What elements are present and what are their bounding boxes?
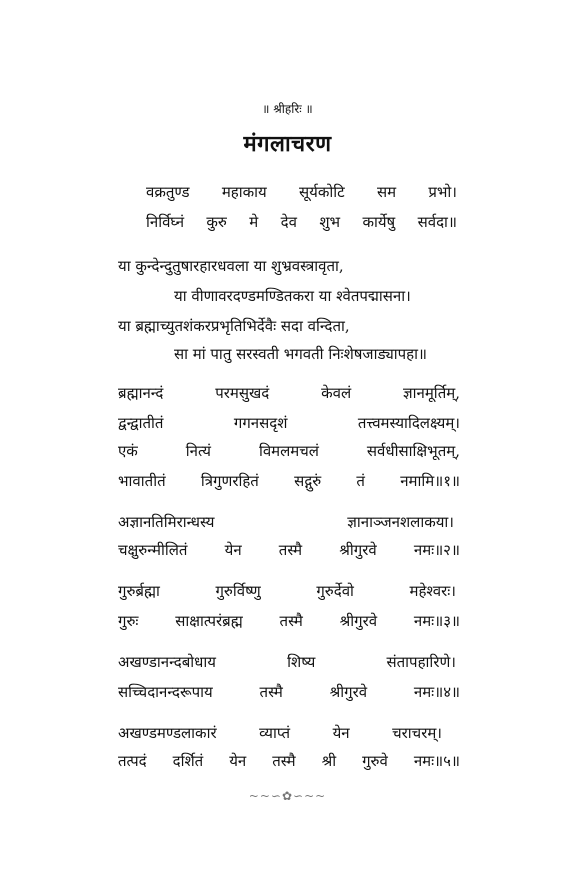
verse-word: तस्मै bbox=[272, 752, 296, 770]
verse-line bbox=[118, 580, 456, 602]
verse-word: निर्विघ्नं bbox=[146, 213, 185, 231]
verse-word: गुरुर्देवो bbox=[316, 582, 354, 600]
verse-word: येन bbox=[332, 724, 350, 742]
verse-word: तस्मै bbox=[279, 612, 303, 630]
verse-line bbox=[118, 470, 460, 492]
verse-word: एकं bbox=[118, 442, 138, 460]
verse-word: श्रीगुरवे bbox=[339, 541, 377, 559]
verse-word: सर्वधीसाक्षिभूतम्, bbox=[366, 442, 460, 460]
verse-line: या वीणावरदण्डमण्डितकरा या श्वेतपद्मासना। bbox=[174, 287, 411, 305]
verse-word: नमः॥३॥ bbox=[413, 612, 460, 630]
verse-line bbox=[118, 610, 460, 632]
verse-word: महाकाय bbox=[221, 183, 267, 201]
verse-word: ज्ञानमूर्तिम्, bbox=[403, 384, 460, 402]
verse-word: तं bbox=[356, 472, 365, 490]
verse-word: चक्षुरुन्मीलितं bbox=[118, 541, 188, 559]
header-invocation: ॥ श्रीहरिः ॥ bbox=[262, 102, 313, 116]
verse-word: शुभ bbox=[319, 213, 341, 231]
verse-line bbox=[118, 681, 460, 703]
verse-word: परमसुखदं bbox=[215, 384, 270, 402]
verse-word: त्रिगुणरहितं bbox=[200, 472, 259, 490]
verse-line: सा मां पातु सरस्वती भगवती निःशेषजाड्यापहा॥ bbox=[174, 345, 427, 363]
verse-word: मे bbox=[249, 213, 259, 231]
verse-word: ब्रह्मानन्दं bbox=[118, 384, 164, 402]
verse-word: ज्ञानाञ्जनशलाकया। bbox=[347, 513, 454, 531]
verse-line bbox=[146, 211, 457, 233]
verse-word: तस्मै bbox=[259, 683, 283, 701]
verse-word: अज्ञानतिमिरान्धस्य bbox=[118, 513, 215, 531]
verse-word: कार्येषु bbox=[362, 213, 396, 231]
verse-word: सूर्यकोटि bbox=[299, 183, 345, 201]
decorative-ornament: ~~∽✿∽~~ bbox=[248, 789, 327, 803]
verse-word: येन bbox=[229, 752, 247, 770]
verse-word: तत्पदं bbox=[118, 752, 147, 770]
verse-line: या कुन्देन्दुतुषारहारधवला या शुभ्रवस्त्रावृता, bbox=[118, 257, 344, 275]
verse-line bbox=[118, 750, 460, 772]
verse-line bbox=[118, 440, 460, 462]
verse-word: नमः॥२॥ bbox=[413, 541, 460, 559]
verse-word: केवलं bbox=[321, 384, 352, 402]
verse-word: अखण्डानन्दबोधाय bbox=[118, 653, 216, 671]
page-title: मंगलाचरण bbox=[243, 131, 332, 157]
verse-word: वक्रतुण्ड bbox=[146, 183, 190, 201]
verse-word: गुरुवे bbox=[362, 752, 388, 770]
verse-word: साक्षात्परंब्रह्म bbox=[175, 612, 243, 630]
verse-word: सम bbox=[376, 183, 397, 201]
verse-word: संतापहारिणे। bbox=[386, 653, 456, 671]
verse-word: गुरुर्विष्णु bbox=[215, 582, 261, 600]
verse-word: सच्चिदानन्दरूपाय bbox=[118, 683, 213, 701]
verse-word: चराचरम्। bbox=[392, 724, 442, 742]
verse-word: अखण्डमण्डलाकारं bbox=[118, 724, 217, 742]
verse-word: नित्यं bbox=[185, 442, 212, 460]
verse-word: येन bbox=[224, 541, 242, 559]
verse-word: नमामि॥१॥ bbox=[400, 472, 460, 490]
verse-word: महेश्वरः। bbox=[409, 582, 456, 600]
verse-line bbox=[118, 539, 460, 561]
verse-word: दर्शितं bbox=[172, 752, 204, 770]
verse-word: द्वन्द्वातीतं bbox=[118, 414, 164, 432]
verse-word: विमलमचलं bbox=[258, 442, 319, 460]
verse-word: कुरु bbox=[206, 213, 227, 231]
verse-word: गुरुः bbox=[118, 612, 139, 630]
verse-line bbox=[118, 382, 460, 404]
verse-line bbox=[118, 651, 456, 673]
verse-word: व्याप्तं bbox=[259, 724, 291, 742]
verse-line bbox=[118, 722, 442, 744]
verse-word: श्रीगुरवे bbox=[339, 612, 378, 630]
verse-word: तत्त्वमस्यादिलक्ष्यम्। bbox=[357, 414, 460, 432]
verse-word: नमः॥५॥ bbox=[413, 752, 460, 770]
verse-word: गुरुर्ब्रह्मा bbox=[118, 582, 160, 600]
verse-word: सद्गुरुं bbox=[294, 472, 322, 490]
verse-line bbox=[118, 412, 460, 434]
verse-word: तस्मै bbox=[278, 541, 303, 559]
verse-word: शिष्य bbox=[287, 653, 316, 671]
verse-word: सर्वदा॥ bbox=[417, 213, 457, 231]
verse-line bbox=[146, 181, 457, 203]
verse-word: गगनसदृशं bbox=[233, 414, 288, 432]
verse-line: या ब्रह्माच्युतशंकरप्रभृतिभिर्देवैः सदा वन्दिता, bbox=[118, 317, 350, 335]
verse-word: श्री bbox=[321, 752, 337, 770]
verse-line bbox=[118, 511, 454, 533]
verse-word: श्रीगुरवे bbox=[329, 683, 368, 701]
verse-word: नमः॥४॥ bbox=[413, 683, 460, 701]
verse-word: प्रभो। bbox=[428, 183, 457, 201]
verse-word: देव bbox=[280, 213, 297, 231]
verse-word: भावातीतं bbox=[118, 472, 166, 490]
